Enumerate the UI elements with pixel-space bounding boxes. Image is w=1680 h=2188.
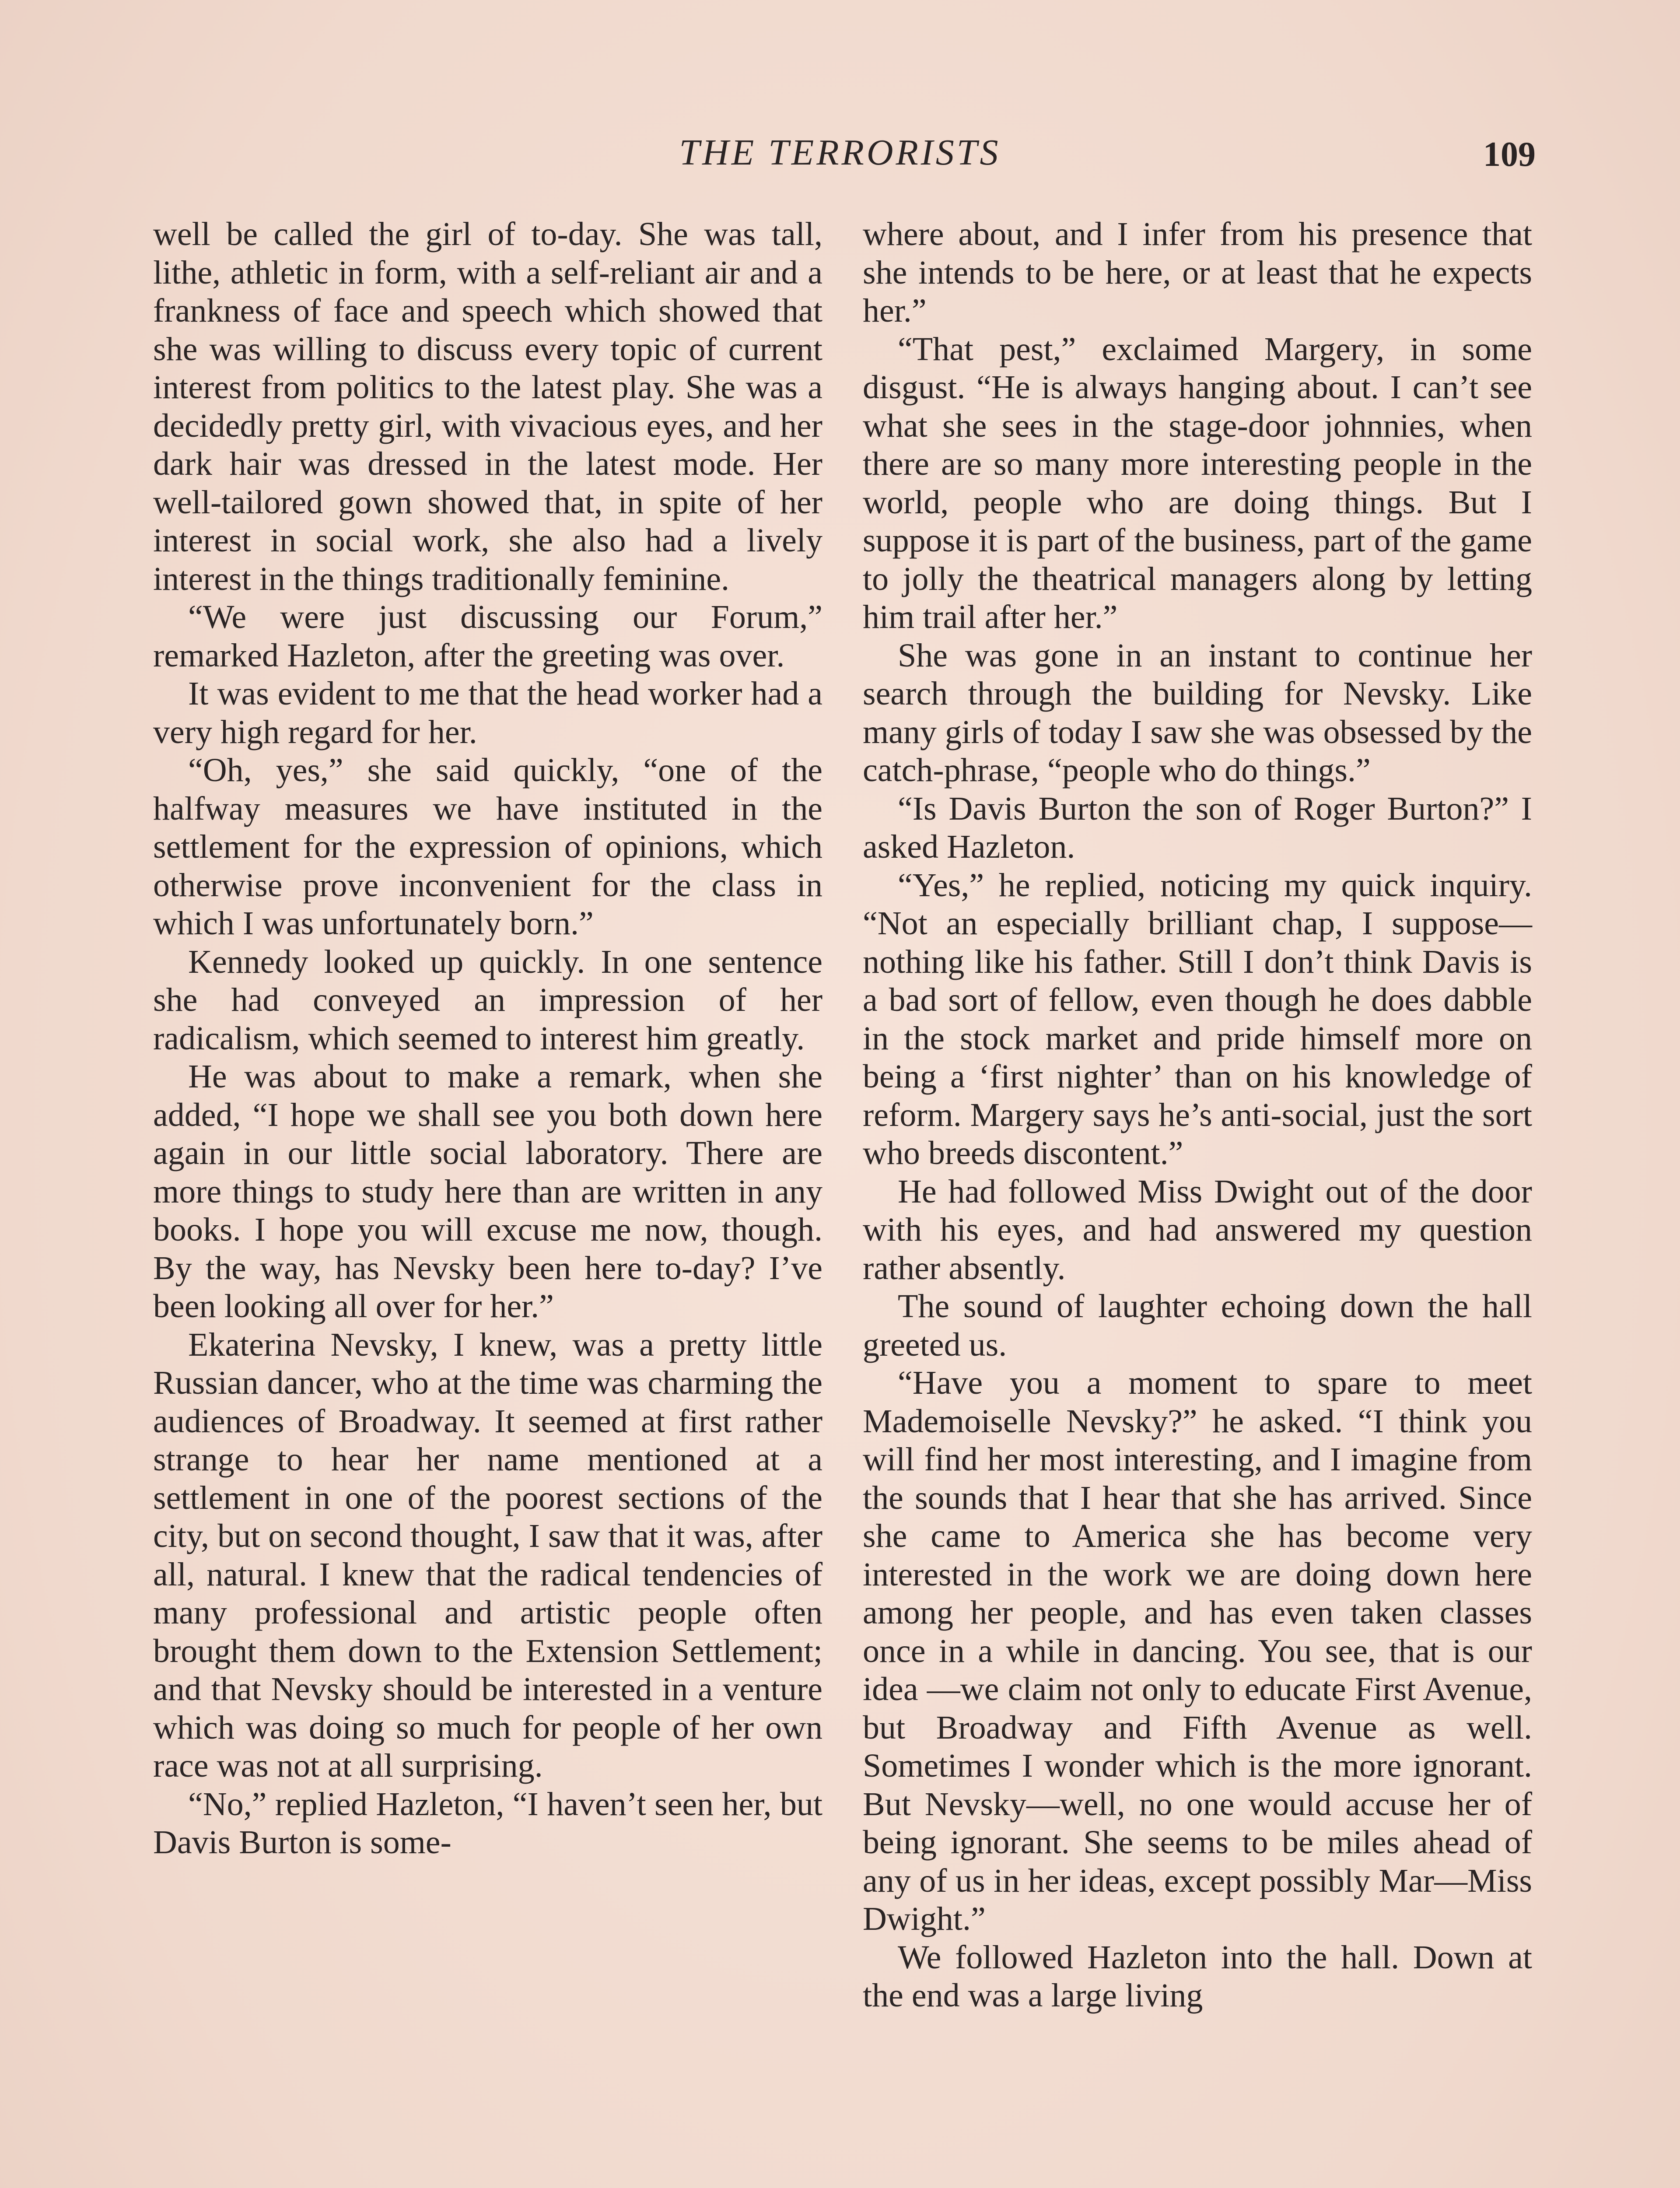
paragraph: The sound of laughter echoing down the hall greeted us. <box>863 1288 1532 1363</box>
left-column <box>153 215 822 1862</box>
paragraph: He had followed Miss Dwight out of the door with his eyes, and had answered my question rather absently. <box>863 1173 1532 1287</box>
paragraph: “Is Davis Burton the son of Roger Burton?” I asked Hazleton. <box>863 790 1532 865</box>
paragraph: “Have you a moment to spare to meet Mademoiselle Nevsky?” he asked. “I think you will find her most interesting, and I imagine from the sounds that I hear that she has arrived. Since she came to America she has become very interested in the work we are doing down here among her people, and has even taken classes once in a while in dancing. You see, that is our idea —we claim not only to educate First Avenue, but Broadway and Fifth Avenue as well. Sometimes I wonder which is the more ignorant. But Nevsky—well, no one would accuse her of being ignorant. She seems to be miles ahead of any of us in her ideas, except possibly Mar—Miss Dwight.” <box>863 1364 1532 1937</box>
paragraph: well be called the girl of to-day. She was tall, lithe, athletic in form, with a self-reliant air and a frankness of face and speech which showed that she was willing to discuss every topic of current interest from politics to the latest play. She was a decidedly pretty girl, with vivacious eyes, and her dark hair was dressed in the latest mode. Her well-tailored gown showed that, in spite of her interest in social work, she also had a lively interest in the things traditionally feminine. <box>153 216 822 597</box>
paragraph: “No,” replied Hazleton, “I haven’t seen her, but Davis Burton is some- <box>153 1785 822 1861</box>
right-column <box>863 215 1532 2015</box>
running-title: THE TERRORISTS <box>679 132 1001 173</box>
page-number: 109 <box>1483 135 1536 174</box>
paragraph: Ekaterina Nevsky, I knew, was a pretty little Russian dancer, who at the time was charming the audiences of Broadway. It seemed at first rather strange to hear her name mentioned at a settlement in one of the poorest sections of the city, but on second thought, I saw that it was, after all, natural. I knew that the radical tendencies of many professional and artistic people often brought them down to the Extension Settlement; and that Nevsky should be interested in a venture which was doing so much for people of her own race was not at all surprising. <box>153 1326 822 1784</box>
paragraph: “Oh, yes,” she said quickly, “one of the halfway measures we have instituted in the settlement for the expression of opinions, which otherwise prove inconvenient for the class in which I was unfortunately born.” <box>153 752 822 942</box>
paragraph: “We were just discussing our Forum,” remarked Hazleton, after the greeting was over. <box>153 599 822 674</box>
paragraph: He was about to make a remark, when she added, “I hope we shall see you both down here again in our little social laboratory. There are more things to study here than are written in any books. I hope you will excuse me now, though. By the way, has Nevsky been here to-day? I’ve been looking all over for her.” <box>153 1058 822 1325</box>
paragraph: It was evident to me that the head worker had a very high regard for her. <box>153 675 822 750</box>
running-head <box>0 131 1680 179</box>
paragraph: We followed Hazleton into the hall. Down at the end was a large living <box>863 1939 1532 2014</box>
paragraph: “Yes,” he replied, noticing my quick inquiry. “Not an especially brilliant chap, I suppose—nothing like his father. Still I don’t think Davis is a bad sort of fellow, even though he does dabble in the stock market and pride himself more on being a ‘first nighter’ than on his knowledge of reform. Margery says he’s anti-social, just the sort who breeds discontent.” <box>863 866 1532 1171</box>
paragraph: where about, and I infer from his presence that she intends to be here, or at least that he expects her.” <box>863 216 1532 329</box>
paragraph: “That pest,” exclaimed Margery, in some disgust. “He is always hanging about. I can’t see what she sees in the stage-door johnnies, when there are so many more interesting people in the world, people who are doing things. But I suppose it is part of the business, part of the game to jolly the theatrical managers along by letting him trail after her.” <box>863 330 1532 635</box>
paragraph: She was gone in an instant to continue her search through the building for Nevsky. Like many girls of today I saw she was obsessed by the catch-phrase, “people who do things.” <box>863 637 1532 789</box>
paragraph: Kennedy looked up quickly. In one sentence she had conveyed an impression of her radicalism, which seemed to interest him greatly. <box>153 943 822 1057</box>
